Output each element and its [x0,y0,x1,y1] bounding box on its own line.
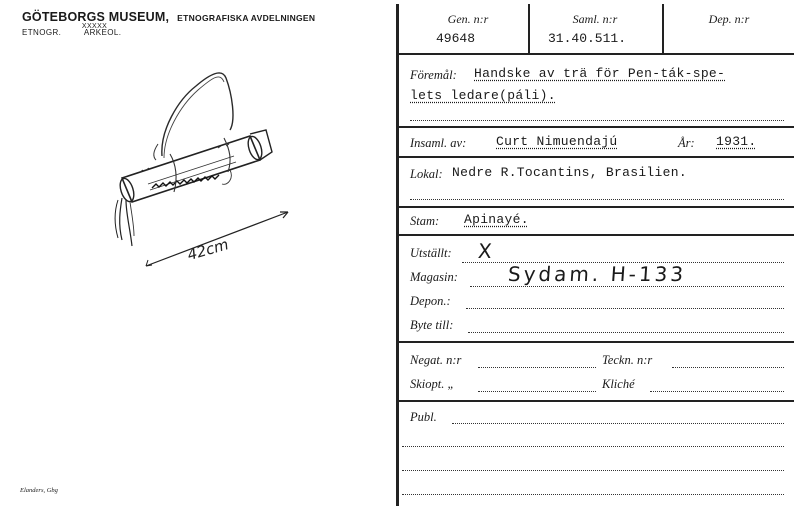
lokal-extra-line [410,199,784,200]
byte-label: Byte till: [410,318,454,332]
magasin-label: Magasin: [410,270,458,284]
byte-line [468,332,784,333]
arkeol-strikeout: XXXXX [81,23,108,30]
object-sketch [100,60,310,290]
utstallt-label: Utställt: [410,246,452,260]
publ-line [402,494,784,495]
negat-label: Negat. n:r [410,353,462,367]
foremal-label: Föremål: [410,68,457,82]
ar-label: År: [678,136,695,150]
insaml-value: Curt Nimuendajú [496,134,618,149]
publ-label: Publ. [410,410,437,424]
foremal-value-line2: lets ledare(páli). [410,88,556,103]
kliche-line [650,391,784,392]
section-rule [398,156,794,158]
etnogr-label: ETNOGR. [22,28,62,37]
header-cell-divider [662,4,664,54]
depon-label: Depon.: [410,294,451,308]
dep-nr-label: Dep. n:r [708,12,750,26]
ar-value: 1931. [716,134,757,149]
stam-label: Stam: [410,214,440,228]
lokal-value: Nedre R.Tocantins, Brasilien. [452,165,687,180]
gen-nr-value: 49648 [436,31,476,46]
depon-line [466,308,784,309]
stam-value: Apinayé. [464,212,529,227]
section-rule [398,341,794,343]
section-rule [398,206,794,208]
gen-nr-label: Gen. n:r [447,12,489,26]
publ-line [402,446,784,447]
negat-line [478,367,596,368]
printer-imprint: Elanders, Gbg [20,487,58,494]
section-rule [398,234,794,236]
publ-line [402,470,784,471]
panel-divider [396,4,399,506]
section-rule [398,126,794,128]
sketch-dimension-label: 42cm [185,235,231,265]
kliche-label: Kliché [602,377,635,391]
teckn-label: Teckn. n:r [602,353,653,367]
saml-nr-value: 31.40.511. [548,31,627,46]
foremal-value-line1: Handske av trä för Pen-ták-spe- [474,66,726,81]
arkeol-label: ARKEOL. XXXXX [81,23,122,37]
skiopt-label: Skiopt. „ [410,377,455,391]
utstallt-value: X [477,239,496,263]
museum-name: GÖTEBORGS MUSEUM, [22,10,170,24]
museum-department: ETNOGRAFISKA AVDELNINGEN [177,13,316,23]
magasin-line [470,286,784,287]
insaml-label: Insaml. av: [410,136,467,150]
header-cell-divider [528,4,530,54]
skiopt-line [478,391,596,392]
saml-nr-label: Saml. n:r [572,12,618,26]
lokal-label: Lokal: [410,167,443,181]
header-rule [398,53,794,55]
publ-line [452,423,784,424]
museum-heading [22,8,315,26]
magasin-value: Sydam. H-133 [507,262,687,286]
teckn-line [672,367,784,368]
section-rule [398,400,794,402]
foremal-extra-line [410,120,784,121]
museum-subheading [22,23,122,37]
